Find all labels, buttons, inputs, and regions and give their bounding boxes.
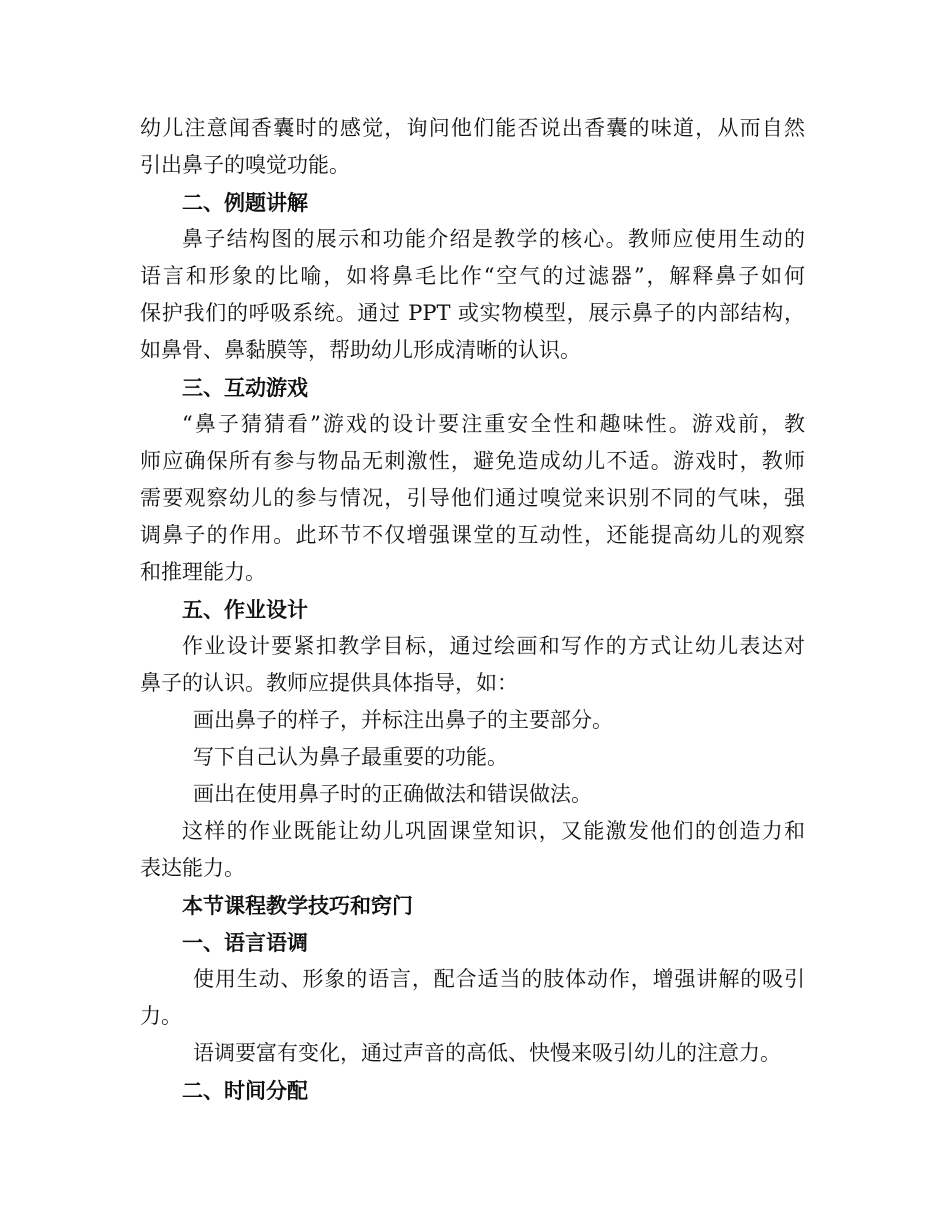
paragraph-line: 作业设计要紧扣教学目标，通过绘画和写作的方式让幼儿表达对	[182, 634, 805, 658]
section-heading-examples: 二、例题讲解	[182, 190, 308, 215]
paragraph-line: 语言和形象的比喻，如将鼻毛比作“空气的过滤器”，解释鼻子如何	[140, 264, 805, 288]
paragraph-line: 调鼻子的作用。此环节不仅增强课堂的互动性，还能提高幼儿的观察	[140, 523, 805, 547]
paragraph-line: 这样的作业既能让幼儿巩固课堂知识，又能激发他们的创造力和	[182, 819, 805, 843]
paragraph-line: 师应确保所有参与物品无刺激性，避免造成幼儿不适。游戏时，教师	[140, 449, 805, 473]
paragraph-line: 幼儿注意闻香囊时的感觉，询问他们能否说出香囊的味道，从而自然	[140, 116, 805, 140]
list-item-continuation: 力。	[140, 1004, 182, 1028]
paragraph-line: 表达能力。	[140, 856, 245, 880]
paragraph-line: 鼻子结构图的展示和功能介绍是教学的核心。教师应使用生动的	[182, 227, 805, 251]
paragraph-line: “鼻子猜猜看”游戏的设计要注重安全性和趣味性。游戏前，教	[182, 412, 805, 436]
paragraph-line: 和推理能力。	[140, 560, 266, 584]
section-heading-homework: 五、作业设计	[182, 597, 308, 622]
list-item: 使用生动、形象的语言，配合适当的肢体动作，增强讲解的吸引	[193, 967, 805, 991]
section-heading-game: 三、互动游戏	[182, 375, 308, 400]
section-heading-tips: 本节课程教学技巧和窍门	[182, 893, 413, 918]
paragraph-line: 需要观察幼儿的参与情况，引导他们通过嗅觉来识别不同的气味，强	[140, 486, 805, 510]
paragraph-line: 鼻子的认识。教师应提供具体指导，如：	[140, 671, 518, 695]
document-body	[140, 110, 805, 1109]
section-heading-language: 一、语言语调	[182, 930, 308, 955]
paragraph-line: 如鼻骨、鼻黏膜等，帮助幼儿形成清晰的认识。	[140, 338, 581, 362]
section-heading-time: 二、时间分配	[182, 1078, 308, 1103]
list-item: 画出鼻子的样子，并标注出鼻子的主要部分。	[193, 708, 613, 732]
paragraph-line: 引出鼻子的嗅觉功能。	[140, 153, 350, 177]
list-item: 写下自己认为鼻子最重要的功能。	[193, 745, 508, 769]
paragraph-line: 保护我们的呼吸系统。通过 PPT 或实物模型，展示鼻子的内部结构，	[140, 301, 805, 325]
list-item: 画出在使用鼻子时的正确做法和错误做法。	[193, 782, 592, 806]
list-item: 语调要富有变化，通过声音的高低、快慢来吸引幼儿的注意力。	[193, 1041, 781, 1065]
